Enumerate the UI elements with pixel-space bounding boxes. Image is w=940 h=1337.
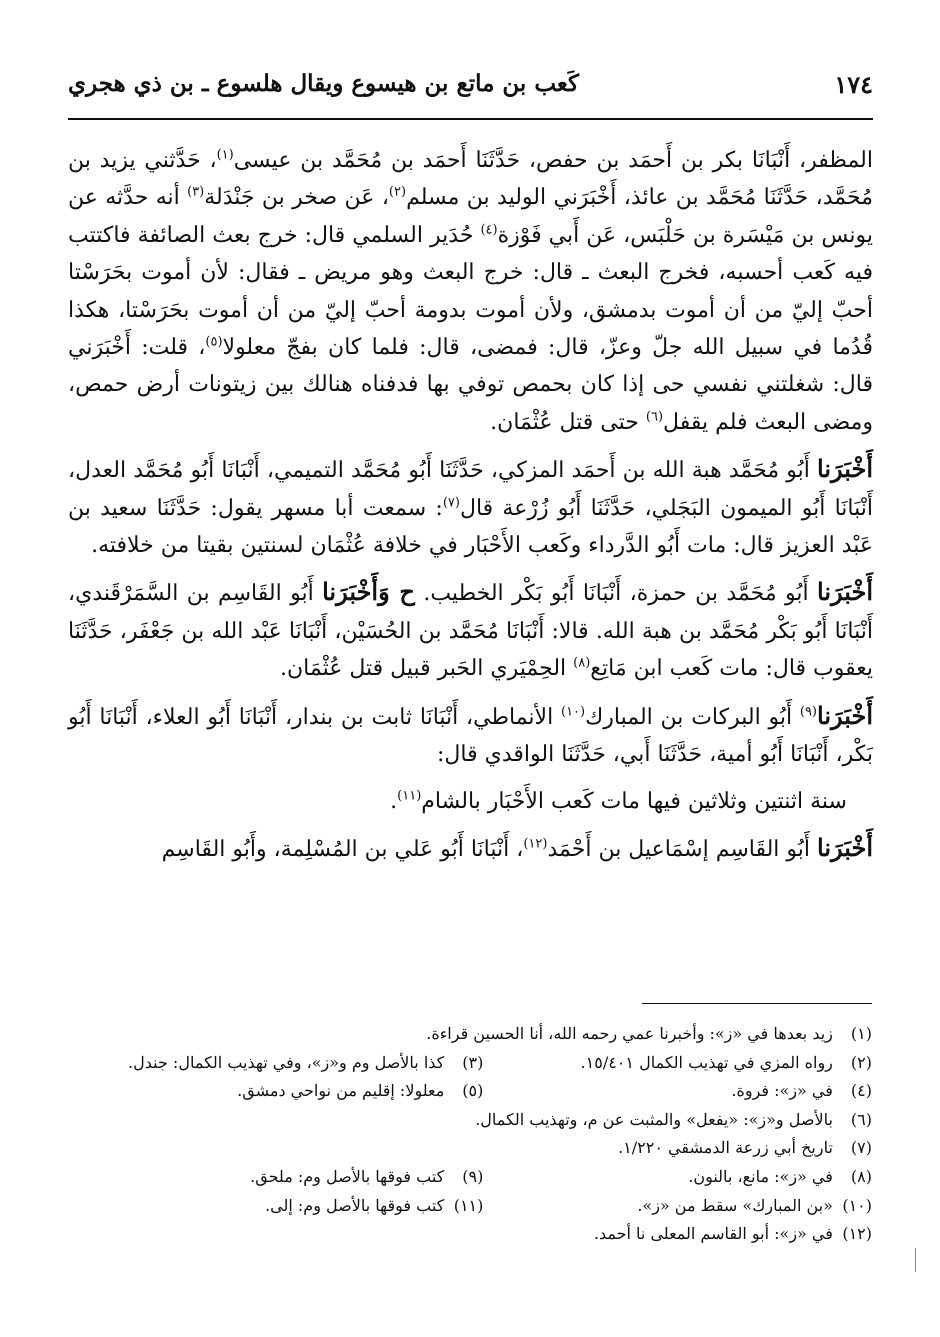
text-segment: . — [390, 788, 398, 814]
footnote — [475, 1106, 872, 1135]
footnote — [594, 1220, 872, 1249]
footnote-separator — [642, 1003, 872, 1004]
footnote-ref: (٥) — [205, 334, 223, 350]
text-segment: سنة اثنتين وثلاثين فيها مات كَعب الأَحْبَار بالشام — [421, 788, 847, 814]
footnote-text: في «ز»: أبو القاسم المعلى نا أحمد. — [593, 1224, 833, 1244]
text-segment: : سمعت أبا مسهر يقول: حَدَّثَنَا سعيد بن عَبْد العزيز قال: مات أَبُو الدَّرداء وكَعب الأَحْبَار في خلافة عُثْمَان لسنتين بقيتا من خلافته. — [68, 495, 873, 559]
text-segment: الأنماطي، أَنْبَانَا ثابت بن بندار، أَنْبَانَا أَبُو العلاء، أَنْبَانَا أَبُو بَكْر، أَنْبَانَا أَبُو أمية، حَدَّثَنَا أَبي، حَدَّثَنَا الواقدي قال: — [68, 704, 873, 768]
isnad-keyword: أَخْبَرَنا — [817, 832, 873, 862]
text-segment: ، أَنْبَانَا أَبُو عَلي بن المُسْلِمة، وأَبُو القَاسِم — [161, 836, 524, 862]
paragraph — [68, 573, 873, 687]
footnote-number: (١١) — [453, 1195, 484, 1215]
text-segment: أَبُو القَاسِم إسْمَاعيل بن أَحْمَد — [547, 836, 818, 862]
footnote-ref: (١١) — [397, 788, 422, 804]
footnote-ref: (٢) — [388, 185, 407, 201]
footnote-text: تاريخ أبي زرعة الدمشقي ١/٢٢٠. — [618, 1138, 833, 1158]
isnad-keyword: أَخْبَرَنا — [817, 700, 873, 730]
footnote-ref: (٤) — [480, 222, 498, 238]
footnote-ref: (٧) — [442, 495, 460, 511]
footnote-text: «بن المبارك» سقط من «ز». — [637, 1195, 833, 1215]
footnote-row — [110, 1192, 872, 1221]
footnote-number: (٣) — [462, 1052, 484, 1072]
footnote — [483, 1077, 872, 1106]
footnote-text: كتب فوقها بالأصل وم: ملحق. — [250, 1166, 445, 1186]
text-segment: حُدَير السلمي قال: خرج بعث الصائفة فاكتتب فيه كَعب أحسبه، فخرج البعث ـ قال: خرج البعث وهو مريض ـ فقال: لأن أموت بحَرَسْتا أحبّ إليّ من أن أموت بدمشق، ولأن أموت بدومة أحبّ إليّ من أن أموت بحَرَسْتا، هكذا قُدُما في سبيل الله جلّ وعزّ، قال: فمضى، قال: فلما كان بفجّ معلولا — [68, 222, 873, 361]
text-segment: أَبُو مُحَمَّد هبة الله بن أَحمَد المزكي، حَدَّثَنَا أَبُو مُحَمَّد التميمي، أَنْبَانَا أَبُو مُحَمَّد العدل، أَنْبَانَا أَبُو الميمون البَجَلي، حَدَّثَنَا أَبُو زُرْعة قال — [68, 458, 873, 521]
text-segment: ، حَدَّثني يزيد بن مُحَمَّد، حَدَّثَنَا مُحَمَّد بن عائذ، أَخْبَرَني الوليد بن مسلم — [68, 148, 874, 211]
footnote-row — [110, 1049, 872, 1078]
footnotes — [110, 1020, 872, 1249]
page-header — [68, 70, 873, 114]
footnote — [237, 1077, 483, 1106]
paragraph — [68, 450, 873, 564]
isnad-keyword: أَخْبَرَنا — [817, 577, 873, 607]
footnote-row — [110, 1077, 872, 1106]
text-segment: المظفر، أَنْبَانَا بكر بن أَحمَد بن حفص، حَدَّثَنَا أَحمَد بن مُحَمَّد بن عيسى — [233, 148, 873, 173]
page-number: ١٧٤ — [834, 70, 873, 99]
header-rule — [68, 118, 873, 120]
text-segment: ، قلت: أَخْبَرَني قال: شغلتني نفسي حى إذا كان بحمص توفي بها فدفناه هنالك بين زيتونات أرض حمص، ومضى البعث فلم يقفل — [68, 335, 873, 435]
footnote-number: (٦) — [850, 1109, 872, 1129]
footnote-row — [110, 1020, 872, 1049]
footnote-text: رواه المزي في تهذيب الكمال ١٥/٤٠١. — [580, 1052, 833, 1072]
footnote-text: معلولا: إقليم من نواحي دمشق. — [237, 1081, 445, 1101]
text-segment: أنه حدَّثه عن يونس بن مَيْسَرة بن حَلْبَس، عَن أَبي فَوْزة — [68, 185, 873, 248]
text-segment: أَبُو القَاسِم بن السَّمَرْقَندي، أَنْبَانَا أَبُو بَكْر مُحَمَّد بن هبة الله. قالا: أَنْبَانَا مُحَمَّد بن الحُسَيْن، أَنْبَانَا عَبْد الله بن جَعْفَر، حَدَّثَنَا يعقوب قال: مات كَعب ابن مَاتِع — [68, 581, 873, 682]
footnote — [618, 1134, 872, 1163]
text-segment: ، عَن صخر بن جَنْدَلة — [204, 185, 389, 211]
text-segment: حتى قتل عُثْمَان. — [490, 409, 646, 435]
footnote-row — [110, 1163, 872, 1192]
footnote-ref: (٨) — [573, 655, 591, 671]
text-segment: أَبُو البركات بن المبارك — [585, 704, 800, 730]
paragraph — [68, 783, 873, 820]
footnote-row — [110, 1220, 872, 1249]
text-segment: الحِمْيَري الحَبر قبيل قتل عُثْمَان. — [280, 656, 574, 682]
footnote-text: بالأصل و«ز»: «يفعل» والمثبت عن م، وتهذيب الكمال. — [475, 1109, 833, 1129]
running-title: كَعب بن ماتع بن هيسوع ويقال هلسوع ـ بن ذي هجري — [68, 70, 579, 97]
footnote-number: (٢) — [850, 1052, 872, 1072]
footnote-text: في «ز»: مانع، بالنون. — [688, 1166, 833, 1186]
paragraph — [68, 697, 873, 774]
footnote-ref: (٦) — [645, 409, 664, 425]
footnote-text: في «ز»: فروة. — [731, 1081, 833, 1101]
footnote-number: (٥) — [462, 1081, 484, 1101]
footnote-text: كذا بالأصل وم و«ز»، وفي تهذيب الكمال: جندل. — [128, 1052, 445, 1072]
margin-mark — [915, 1248, 916, 1272]
footnote — [426, 1020, 872, 1049]
footnote-text: زيد بعدها في «ز»: وأخبرنا عمي رحمه الله، أنا الحسين قراءة. — [426, 1024, 833, 1043]
footnote-ref: (١) — [216, 147, 234, 163]
footnote-number: (١) — [850, 1024, 872, 1043]
footnote-number: (١٠) — [842, 1195, 872, 1215]
text-segment: أَبُو مُحَمَّد بن حمزة، أَنْبَانَا أَبُو بَكْر الخطيب. — [414, 581, 818, 607]
main-text — [68, 142, 873, 868]
isnad-keyword: أَخْبَرَنا — [817, 454, 873, 484]
footnote — [250, 1163, 483, 1192]
footnote-ref: (٣) — [187, 185, 205, 201]
footnote-number: (٨) — [850, 1166, 872, 1186]
footnote — [265, 1192, 483, 1221]
paragraph — [68, 142, 873, 441]
footnote-ref: (١٢) — [523, 836, 548, 852]
footnote-ref: (١٠) — [561, 704, 586, 720]
footnote — [128, 1049, 483, 1078]
footnote-text: كتب فوقها بالأصل وم: إلى. — [265, 1195, 445, 1215]
isnad-keyword: ح وَأَخْبَرَنا — [322, 577, 415, 607]
footnote-row — [110, 1106, 872, 1135]
footnote — [483, 1049, 872, 1078]
paragraph — [68, 829, 873, 868]
footnote — [483, 1163, 872, 1192]
footnote-ref: (٩) — [799, 704, 817, 720]
footnote — [483, 1192, 872, 1221]
footnote-number: (٩) — [462, 1166, 484, 1186]
footnote-number: (٤) — [850, 1081, 872, 1101]
footnote-number: (١٢) — [842, 1224, 872, 1244]
footnote-number: (٧) — [850, 1138, 872, 1158]
footnote-row — [110, 1134, 872, 1163]
